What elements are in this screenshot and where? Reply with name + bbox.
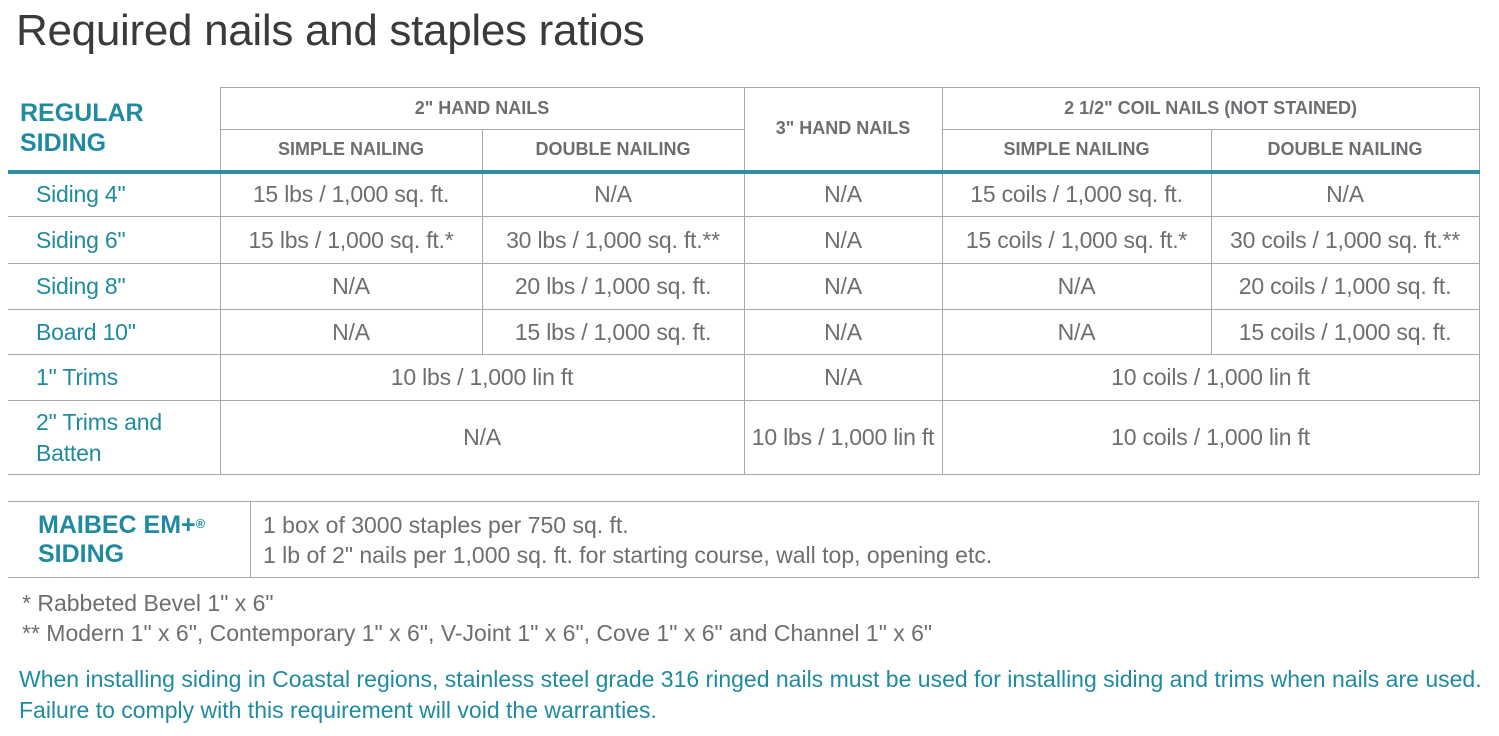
cell-coil-merged: 10 coils / 1,000 lin ft [942, 401, 1479, 475]
em-label-line-1: MAIBEC EM+ [38, 510, 196, 539]
cell-3in-hand: N/A [744, 172, 942, 217]
coastal-warning [19, 664, 1482, 726]
cell-3in-hand: N/A [744, 264, 942, 310]
cell-hand-double: 15 lbs / 1,000 sq. ft. [482, 310, 744, 355]
em-label [8, 502, 251, 578]
row-label: 1" Trims [8, 355, 220, 401]
row-label: Siding 4" [8, 172, 220, 217]
warning-line-1: When installing siding in Coastal regions, stainless steel grade 316 ringed nails must be used for installing siding and trims when nails are used. [19, 666, 1482, 692]
cell-coil-simple: 15 coils / 1,000 sq. ft.* [942, 217, 1211, 264]
cell-coil-merged: 10 coils / 1,000 lin ft [942, 355, 1479, 401]
maibec-em-table [8, 501, 1479, 578]
cell-coil-simple: N/A [942, 310, 1211, 355]
footnote-single-asterisk: * Rabbeted Bevel 1" x 6" [22, 590, 274, 616]
cell-coil-simple: 15 coils / 1,000 sq. ft. [942, 172, 1211, 217]
subheader-coil-double: DOUBLE NAILING [1211, 130, 1479, 172]
em-description [251, 502, 1479, 578]
cell-hand-merged: N/A [220, 401, 744, 475]
header-3in-hand-nails: 3" HAND NAILS [744, 88, 942, 172]
cell-3in-hand: 10 lbs / 1,000 lin ft [744, 401, 942, 475]
cell-coil-double: 20 coils / 1,000 sq. ft. [1211, 264, 1479, 310]
em-line-2: 1 lb of 2" nails per 1,000 sq. ft. for starting course, wall top, opening etc. [263, 541, 993, 568]
em-row [8, 502, 1479, 578]
cell-hand-double: 20 lbs / 1,000 sq. ft. [482, 264, 744, 310]
row-label: Siding 8" [8, 264, 220, 310]
cell-hand-simple: 15 lbs / 1,000 sq. ft. [220, 172, 482, 217]
cell-hand-double: 30 lbs / 1,000 sq. ft.** [482, 217, 744, 264]
em-label-line-2: SIDING [38, 539, 125, 568]
cell-hand-simple: 15 lbs / 1,000 sq. ft.* [220, 217, 482, 264]
em-line-1: 1 box of 3000 staples per 750 sq. ft. [263, 511, 629, 538]
row-label: Board 10" [8, 310, 220, 355]
cell-3in-hand: N/A [744, 217, 942, 264]
cell-hand-merged: 10 lbs / 1,000 lin ft [220, 355, 744, 401]
table-row [8, 401, 1479, 475]
table-subheader-row [8, 130, 1479, 172]
row-label: 2" Trims and Batten [8, 401, 220, 475]
cell-coil-double: 15 coils / 1,000 sq. ft. [1211, 310, 1479, 355]
footnote-double-asterisk: ** Modern 1" x 6", Contemporary 1" x 6", V-Joint 1" x 6", Cove 1" x 6" and Channel 1" x 6" [22, 620, 933, 646]
cell-coil-simple: N/A [942, 264, 1211, 310]
corner-line-2: SIDING [20, 128, 107, 157]
nails-ratio-table [8, 87, 1480, 475]
table-row [8, 310, 1479, 355]
table-row [8, 264, 1479, 310]
header-2in-hand-nails: 2" HAND NAILS [220, 88, 744, 130]
table-header-row [8, 88, 1479, 130]
cell-hand-simple: N/A [220, 310, 482, 355]
corner-line-1: REGULAR [20, 98, 144, 127]
header-coil-nails: 2 1/2" COIL NAILS (NOT STAINED) [942, 88, 1479, 130]
subheader-coil-simple: SIMPLE NAILING [942, 130, 1211, 172]
warning-line-2: Failure to comply with this requirement will void the warranties. [19, 697, 657, 723]
table-row [8, 217, 1479, 264]
row-label: Siding 6" [8, 217, 220, 264]
table-row [8, 355, 1479, 401]
cell-hand-simple: N/A [220, 264, 482, 310]
cell-coil-double: 30 coils / 1,000 sq. ft.** [1211, 217, 1479, 264]
table-corner-label [8, 88, 220, 172]
cell-coil-double: N/A [1211, 172, 1479, 217]
registered-mark: ® [195, 515, 206, 531]
table-row [8, 172, 1479, 217]
cell-3in-hand: N/A [744, 355, 942, 401]
subheader-hand-double: DOUBLE NAILING [482, 130, 744, 172]
page-title: Required nails and staples ratios [16, 6, 645, 55]
cell-hand-double: N/A [482, 172, 744, 217]
cell-3in-hand: N/A [744, 310, 942, 355]
subheader-hand-simple: SIMPLE NAILING [220, 130, 482, 172]
